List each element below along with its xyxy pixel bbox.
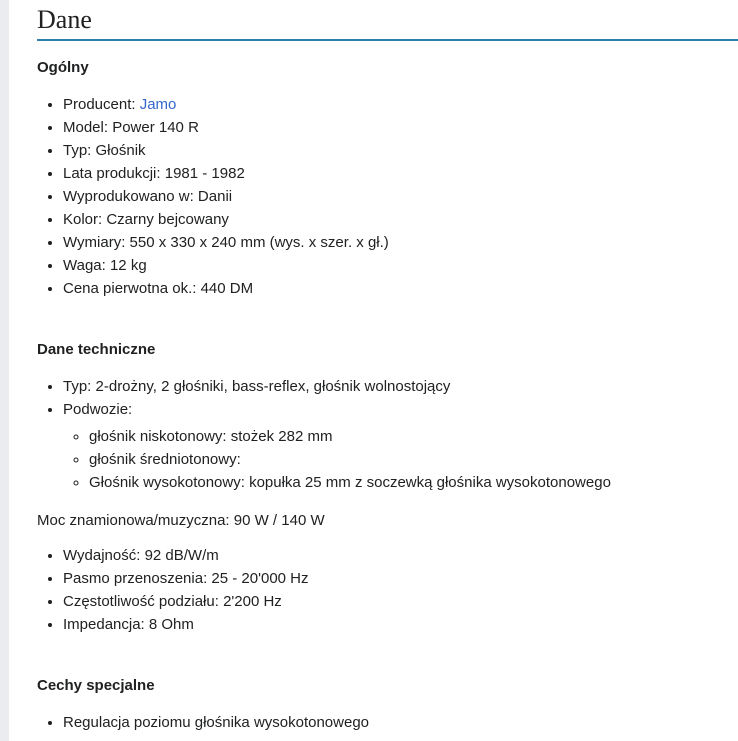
list-item: • Wyprodukowano w: Danii: [63, 185, 738, 208]
list-item-chassis: [63, 398, 738, 494]
chassis-label: Podwozie:: [63, 401, 133, 418]
special-list: [37, 711, 738, 734]
page-title: Dane: [37, 0, 738, 41]
list-item: • Lata produkcji: 1981 - 1982: [63, 162, 738, 185]
list-item: • Wymiary: 550 x 330 x 240 mm (wys. x szer. x gł.): [63, 231, 738, 254]
left-sidebar-strip: [0, 0, 9, 741]
section-heading-special: Cechy specjalne: [37, 677, 155, 694]
list-item: • Wydajność: 92 dB/W/m: [63, 544, 738, 567]
list-item: • Impedancja: 8 Ohm: [63, 613, 738, 636]
list-item: • Pasmo przenoszenia: 25 - 20'000 Hz: [63, 567, 738, 590]
technical-list-2: [37, 544, 738, 636]
list-item: • Cena pierwotna ok.: 440 DM: [63, 277, 738, 300]
section-heading-technical: Dane techniczne: [37, 341, 156, 358]
sublist-item: ◦ głośnik niskotonowy: stożek 282 mm: [89, 425, 738, 448]
sublist-item: ◦ głośnik średniotonowy:: [89, 448, 738, 471]
list-item: • Regulacja poziomu głośnika wysokotonowego: [63, 711, 738, 734]
producer-label: Producent:: [63, 96, 140, 113]
list-item: • Waga: 12 kg: [63, 254, 738, 277]
list-item-producer: [63, 93, 738, 116]
list-item: • Częstotliwość podziału: 2'200 Hz: [63, 590, 738, 613]
list-item: • Model: Power 140 R: [63, 116, 738, 139]
power-rating: Moc znamionowa/muzyczna: 90 W / 140 W: [37, 512, 325, 529]
producer-link[interactable]: Jamo: [139, 96, 177, 113]
list-item-type: • Typ: 2-drożny, 2 głośniki, bass-reflex, głośnik wolnostojący: [63, 375, 738, 398]
chassis-sublist: [63, 425, 738, 494]
list-item: • Typ: Głośnik: [63, 139, 738, 162]
section-heading-general: Ogólny: [37, 59, 89, 76]
main-content: [37, 0, 738, 734]
general-list: [37, 93, 738, 300]
sublist-item: ◦ Głośnik wysokotonowy: kopułka 25 mm z soczewką głośnika wysokotonowego: [89, 471, 738, 494]
list-item: • Kolor: Czarny bejcowany: [63, 208, 738, 231]
technical-list: [37, 375, 738, 494]
